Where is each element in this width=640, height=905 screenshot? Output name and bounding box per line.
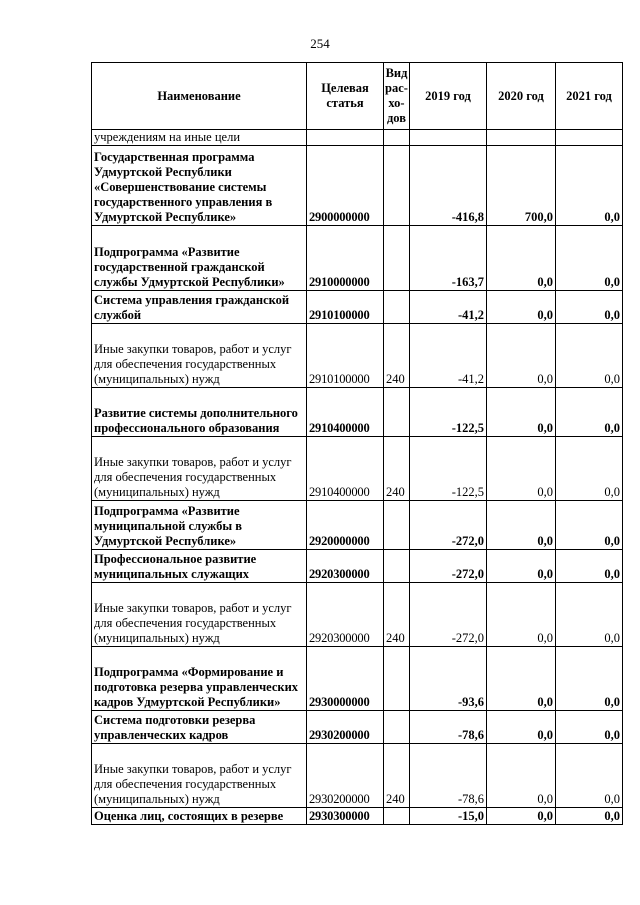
row-2021: 0,0: [556, 146, 623, 226]
row-2019: -93,6: [410, 647, 487, 711]
row-name: Система управления гражданской службой: [92, 291, 307, 324]
table-row: [92, 711, 623, 744]
header-vid-line3: хо-: [388, 96, 405, 110]
row-name: Оценка лиц, состоящих в резерве: [92, 808, 307, 825]
row-2020: 0,0: [487, 647, 556, 711]
row-2019: -15,0: [410, 808, 487, 825]
row-name: Иные закупки товаров, работ и услуг для обеспечения государственных (муниципальных) нужд: [92, 583, 307, 647]
row-2019: -416,8: [410, 146, 487, 226]
row-2020: 0,0: [487, 324, 556, 388]
row-name: Развитие системы дополнительного профессионального образования: [92, 388, 307, 437]
row-code: 2910400000: [307, 388, 384, 437]
row-name: Иные закупки товаров, работ и услуг для обеспечения государственных (муниципальных) нужд: [92, 437, 307, 501]
table-row: [92, 583, 623, 647]
page-number: 254: [310, 36, 330, 51]
row-2021: 0,0: [556, 583, 623, 647]
row-2019: -122,5: [410, 388, 487, 437]
row-code: 2920300000: [307, 583, 384, 647]
row-code: 2930300000: [307, 808, 384, 825]
row-2020: 700,0: [487, 146, 556, 226]
row-name: учреждениям на иные цели: [92, 130, 307, 146]
table-row: [92, 744, 623, 808]
row-name: Государственная программа Удмуртской Республики «Совершенствование системы государственного управления в Удмуртской Республике»: [92, 146, 307, 226]
row-2021: 0,0: [556, 550, 623, 583]
row-2019: [410, 130, 487, 146]
header-code-line2: статья: [326, 96, 364, 110]
row-vid: 240: [384, 744, 410, 808]
row-2020: 0,0: [487, 388, 556, 437]
row-vid: [384, 388, 410, 437]
row-2021: 0,0: [556, 324, 623, 388]
row-code: 2930000000: [307, 647, 384, 711]
row-vid: [384, 808, 410, 825]
row-2019: -78,6: [410, 711, 487, 744]
table-row: [92, 226, 623, 291]
row-code: 2910100000: [307, 324, 384, 388]
row-2019: -272,0: [410, 550, 487, 583]
row-name: Система подготовки резерва управленческих кадров: [92, 711, 307, 744]
row-2019: -41,2: [410, 324, 487, 388]
row-2020: 0,0: [487, 583, 556, 647]
row-code: 2900000000: [307, 146, 384, 226]
row-name: Профессиональное развитие муниципальных служащих: [92, 550, 307, 583]
row-2019: -122,5: [410, 437, 487, 501]
row-vid: [384, 130, 410, 146]
row-vid: [384, 501, 410, 550]
header-code: [307, 63, 384, 130]
row-vid: 240: [384, 324, 410, 388]
row-2019: -272,0: [410, 501, 487, 550]
row-code: [307, 130, 384, 146]
row-2019: -272,0: [410, 583, 487, 647]
row-vid: [384, 226, 410, 291]
row-name: Подпрограмма «Развитие муниципальной службы в Удмуртской Республике»: [92, 501, 307, 550]
table-row: [92, 291, 623, 324]
row-2020: 0,0: [487, 744, 556, 808]
header-2021: 2021 год: [556, 63, 623, 130]
header-name: Наименование: [92, 63, 307, 130]
row-name: Подпрограмма «Развитие государственной гражданской службы Удмуртской Республики»: [92, 226, 307, 291]
row-2021: 0,0: [556, 437, 623, 501]
row-vid: 240: [384, 437, 410, 501]
table-row: [92, 130, 623, 146]
table-row: [92, 647, 623, 711]
row-2020: 0,0: [487, 501, 556, 550]
row-vid: [384, 711, 410, 744]
budget-table: [91, 62, 623, 825]
header-vid-line1: Вид: [385, 66, 408, 80]
row-name: Иные закупки товаров, работ и услуг для обеспечения государственных (муниципальных) нужд: [92, 324, 307, 388]
row-2019: -78,6: [410, 744, 487, 808]
row-2020: 0,0: [487, 226, 556, 291]
row-name: Подпрограмма «Формирование и подготовка резерва управленческих кадров Удмуртской Республики»: [92, 647, 307, 711]
header-2019: 2019 год: [410, 63, 487, 130]
row-code: 2920300000: [307, 550, 384, 583]
row-2021: 0,0: [556, 388, 623, 437]
table-row: [92, 437, 623, 501]
row-code: 2930200000: [307, 711, 384, 744]
row-2021: 0,0: [556, 744, 623, 808]
row-2021: 0,0: [556, 226, 623, 291]
table-row: [92, 808, 623, 825]
row-code: 2920000000: [307, 501, 384, 550]
row-name: Иные закупки товаров, работ и услуг для обеспечения государственных (муниципальных) нужд: [92, 744, 307, 808]
row-2021: 0,0: [556, 647, 623, 711]
header-2020: 2020 год: [487, 63, 556, 130]
table-row: [92, 324, 623, 388]
row-code: 2910000000: [307, 226, 384, 291]
table-row: [92, 388, 623, 437]
row-vid: [384, 647, 410, 711]
row-vid: [384, 146, 410, 226]
row-2021: [556, 130, 623, 146]
row-2021: 0,0: [556, 291, 623, 324]
header-vid-line4: дов: [386, 111, 406, 125]
row-2020: 0,0: [487, 550, 556, 583]
row-2021: 0,0: [556, 711, 623, 744]
header-code-line1: Целевая: [321, 81, 369, 95]
row-2020: 0,0: [487, 291, 556, 324]
row-2020: 0,0: [487, 808, 556, 825]
table-row: [92, 550, 623, 583]
header-vid-line2: рас-: [385, 81, 408, 95]
row-2021: 0,0: [556, 501, 623, 550]
row-vid: [384, 550, 410, 583]
row-code: 2910100000: [307, 291, 384, 324]
row-2019: -41,2: [410, 291, 487, 324]
row-2020: 0,0: [487, 711, 556, 744]
row-2019: -163,7: [410, 226, 487, 291]
table-row: [92, 146, 623, 226]
header-vid: [384, 63, 410, 130]
row-2021: 0,0: [556, 808, 623, 825]
row-vid: 240: [384, 583, 410, 647]
row-code: 2910400000: [307, 437, 384, 501]
table-header-row: [92, 63, 623, 130]
row-2020: [487, 130, 556, 146]
row-vid: [384, 291, 410, 324]
row-code: 2930200000: [307, 744, 384, 808]
row-2020: 0,0: [487, 437, 556, 501]
table-row: [92, 501, 623, 550]
